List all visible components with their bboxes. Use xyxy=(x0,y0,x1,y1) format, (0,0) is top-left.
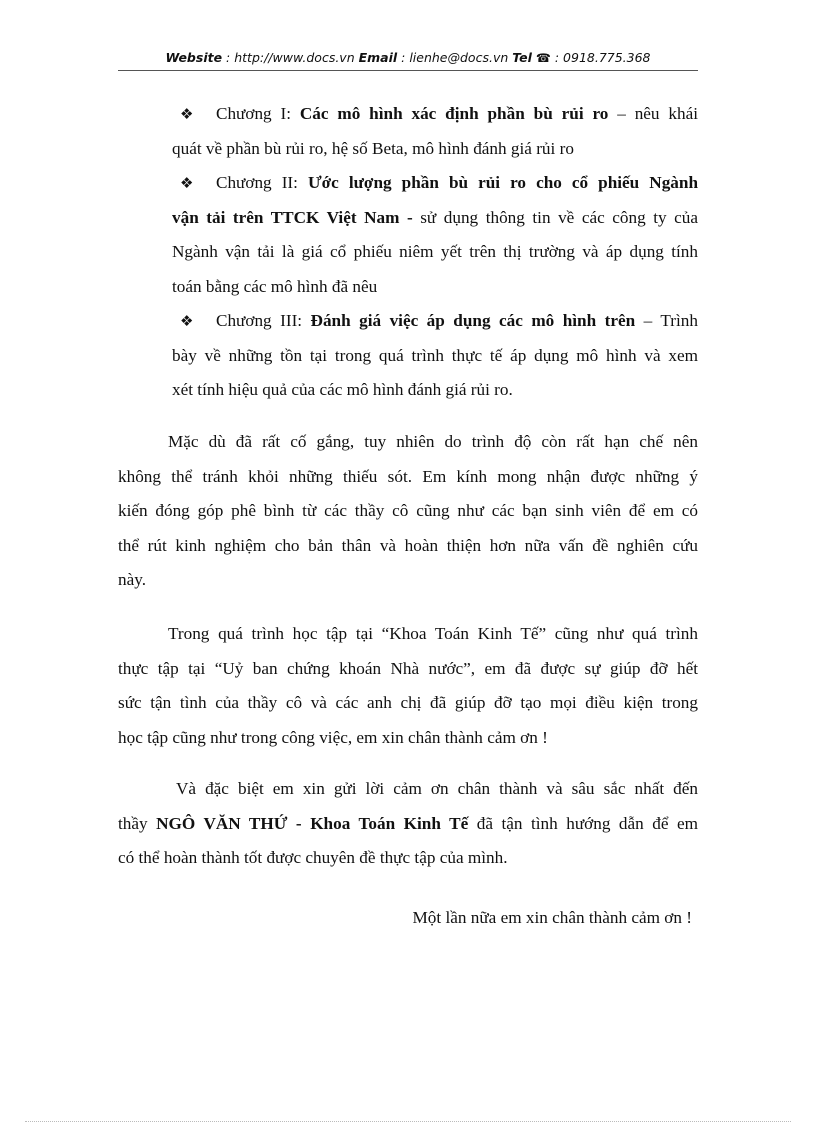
chapter-1-title: Các mô hình xác định phần bù rủi ro xyxy=(299,104,609,123)
email-address[interactable]: : lienhe@docs.vn xyxy=(397,50,513,65)
chapter-3-title: Đánh giá việc áp dụng các mô hình trên xyxy=(310,311,636,330)
page-header xyxy=(0,50,816,65)
chapter-bullet-2: ❖ Chương II: Ước lượng phần bù rủi ro cho cổ phiếu Ngành vận tải trên TTCK Việt Nam - sử dụng thông tin về các công ty của Ngành vận tải là giá cổ phiếu niêm yết trên thị trường và áp dụng tính toán bằng các mô hình đã nêu xyxy=(172,166,698,304)
closing-line: Một lần nữa em xin chân thành cảm ơn ! xyxy=(412,908,692,927)
website-url[interactable]: : http://www.docs.vn xyxy=(222,50,359,65)
paragraph-apology: Mặc dù đã rất cố gắng, tuy nhiên do trình độ còn rất hạn chế nên không thể tránh khỏi những thiếu sót. Em kính mong nhận được những ý kiến đóng góp phê bình từ các thầy cô cũng như các bạn sinh viên để em có thể rút kinh nghiệm cho bản thân và hoàn thiện hơn nữa vấn đề nghiên cứu này. xyxy=(118,432,698,589)
paragraph-study: Trong quá trình học tập tại “Khoa Toán Kinh Tế” cũng như quá trình thực tập tại “Uỷ ban chứng khoán Nhà nước”, em đã được sự giúp đỡ hết sức tận tình của thầy cô và các anh chị đã giúp đỡ tạo mọi điều kiện trong học tập cũng như trong công việc, em xin chân thành cảm ơn ! xyxy=(118,624,698,747)
header-divider xyxy=(118,70,698,71)
chapter-bullet-1: ❖ Chương I: Các mô hình xác định phần bù rủi ro – nêu khái quát về phần bù rủi ro, hệ số Beta, mô hình đánh giá rủi ro xyxy=(172,97,698,166)
chapter-1-desc: quát về phần bù rủi ro, hệ số Beta, mô hình đánh giá rủi ro xyxy=(172,138,574,158)
paragraph-thanks: Và đặc biệt em xin gửi lời cảm ơn chân thành và sâu sắc nhất đến thầy NGÔ VĂN THỨ - Khoa Toán Kinh Tế đã tận tình hướng dẫn để em có thể hoàn thành tốt được chuyên đề thực tập của mình. xyxy=(118,779,699,867)
advisor-name: NGÔ VĂN THỨ xyxy=(156,813,288,833)
email-label: Email xyxy=(358,50,398,65)
diamond-bullet-icon: ❖ xyxy=(180,105,194,123)
tel-label: Tel xyxy=(512,50,532,65)
chapter-3-desc: bày về những tồn tại trong quá trình thực tế áp dụng mô hình và xem xyxy=(172,345,698,365)
phone-icon: ☎ xyxy=(535,51,551,65)
faculty-name: Khoa Toán Kinh Tế xyxy=(310,813,469,833)
tel-number: : 0918.775.368 xyxy=(550,50,651,65)
chapter-2-title: Ước lượng phần bù rủi ro cho cổ phiếu Ngành xyxy=(307,173,699,192)
chapter-2-title-cont: vận tải trên TTCK Việt Nam - xyxy=(172,207,413,227)
diamond-bullet-icon: ❖ xyxy=(180,174,194,192)
page-bottom-divider xyxy=(25,1121,791,1122)
chapter-bullet-3: ❖ Chương III: Đánh giá việc áp dụng các mô hình trên – Trình bày về những tồn tại trong quá trình thực tế áp dụng mô hình và xem xét tính hiệu quả của các mô hình đánh giá rủi ro. xyxy=(172,304,698,408)
chapter-2-desc: Ngành vận tải là giá cổ phiếu niêm yết trên thị trường và áp dụng tính xyxy=(172,242,698,261)
diamond-bullet-icon: ❖ xyxy=(180,312,194,330)
website-label: Website xyxy=(165,50,223,65)
